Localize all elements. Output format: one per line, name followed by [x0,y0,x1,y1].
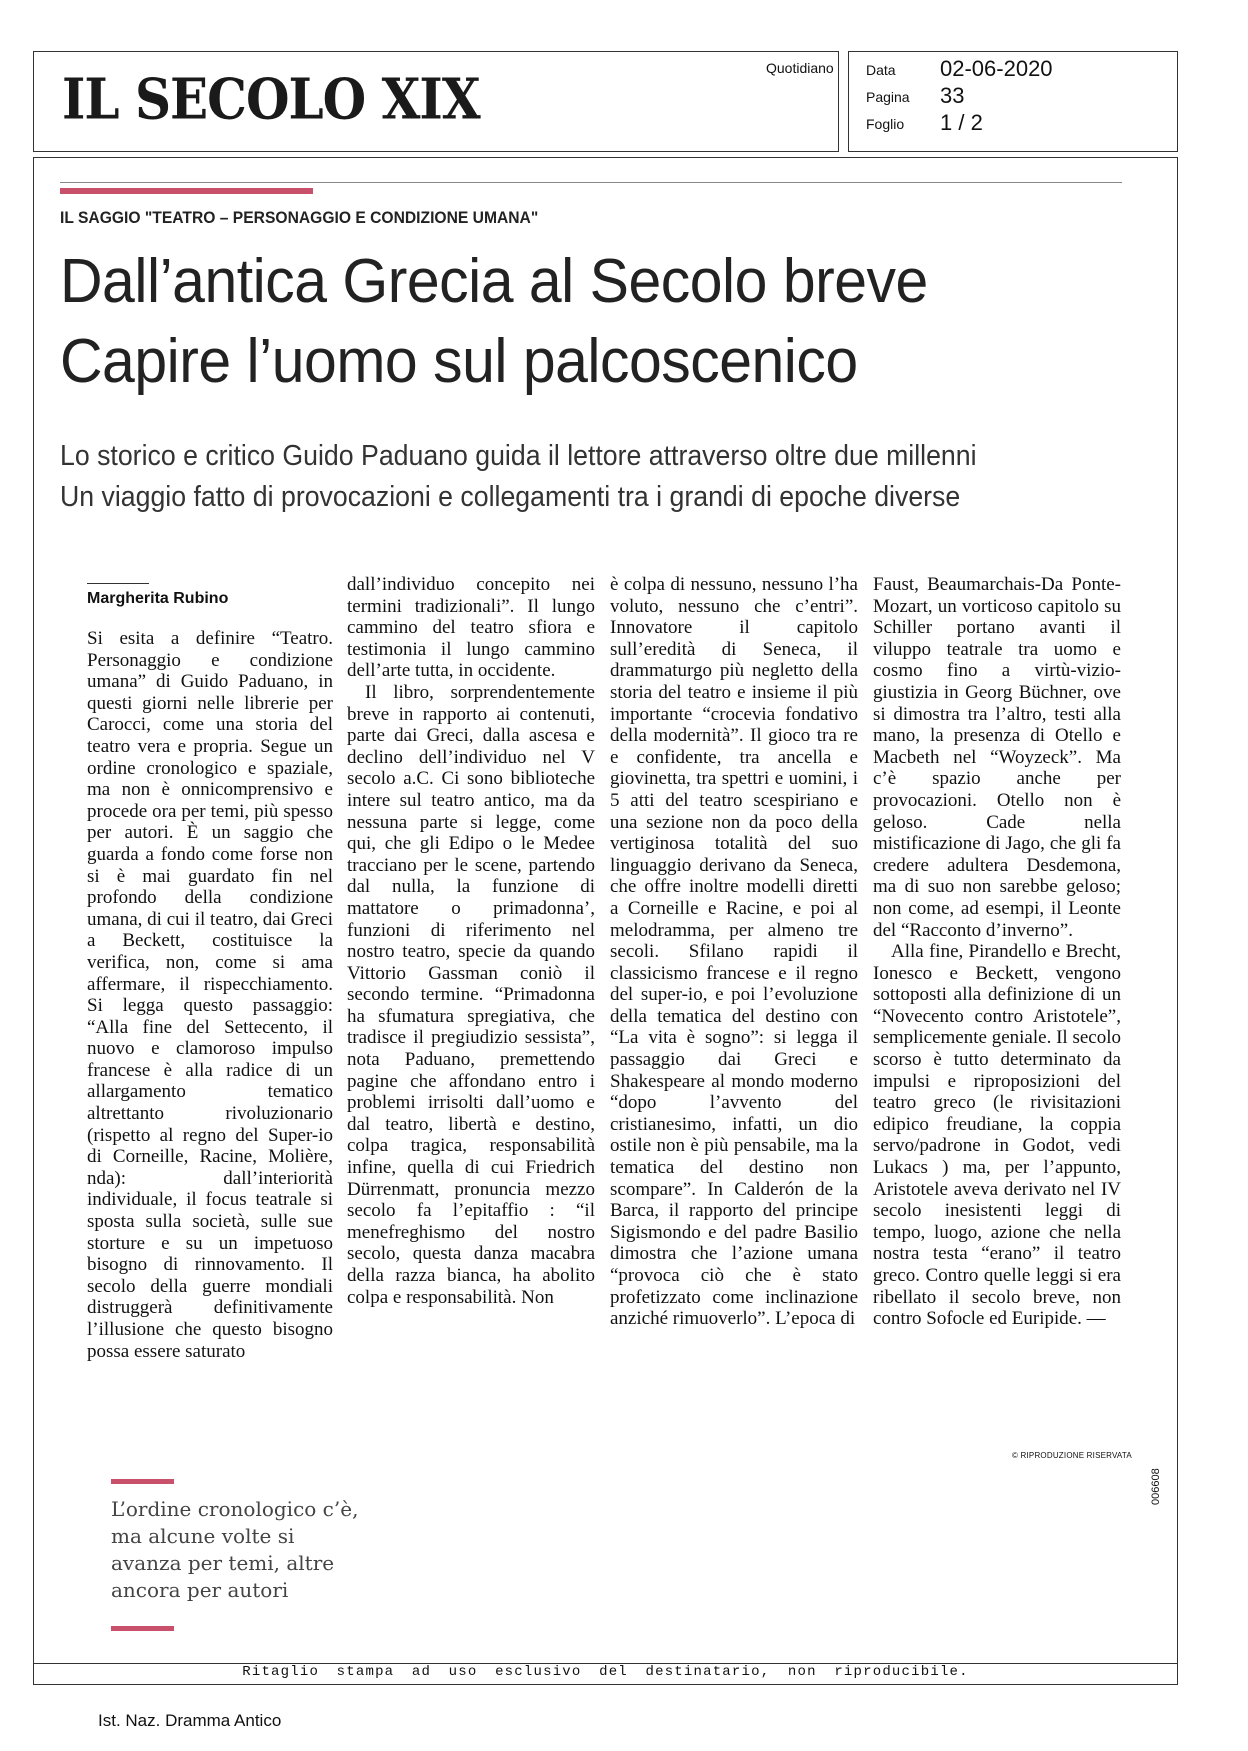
pullquote: L’ordine cronologico c’è, ma alcune volte si avanza per temi, altre ancora per autori [111,1497,359,1602]
top-rule [60,182,1122,183]
paragraph: è colpa di nessuno, nessuno l’ha voluto, nessuno che c’entri”. Innovatore il capitolo sull’eredità di Seneca, il drammaturgo più negletto della storia del teatro e insieme il più importante “crocevia fondativo della modernità”. Il gioco tra re e confidente, tra ancella e giovinetta, tra spettri e uomini, i 5 atti del teatro scespiriano e una sezione non da poco della vertiginosa totalità del suo linguaggio derivano da Seneca, che offre inoltre modelli diretti a Corneille e Racine, e poi al melodramma, per almeno tre secoli. Sfilano rapidi il classicismo francese e il regno del super-io, e poi l’evoluzione della tematica del destino con “La vita è sogno”: si legga il passaggio dai Greci e Shakespeare al mondo moderno “dopo l’avvento del cristianesimo, infatti, un dio ostile non è più pensabile, ma la tematica del destino non scompare”. In Calderón de la Barca, il rapporto del principe Sigismondo e del padre Basilio dimostra che l’azione umana “provoca ciò che è stato profetizzato come inclinazione anziché rimuoverlo”. L’epoca di [610,574,858,1330]
side-code: 006608 [1150,1468,1162,1505]
date-label: Data [866,62,896,78]
copyright-notice: © RIPRODUZIONE RISERVATA [1012,1451,1132,1460]
deck-line-2: Un viaggio fatto di provocazioni e collegamenti tra i grandi di epoche diverse [60,481,961,513]
paragraph: Il libro, sorprendentemente breve in rapporto ai contenuti, parte dai Greci, dalla ascesa e declino dell’individuo nel V secolo a.C. Ci sono biblioteche intere sul teatro antico, ma da nessuna parte si legge, come qui, che gli Edipo o le Medee tracciano per le scene, partendo dal nulla, la funzione di mattatore o primadonna’, funzioni di riferimento nel nostro teatro, specie da quando Vittorio Gassman coniò il secondo termine. “Primadonna ha sfumatura spregiativa, che tradisce il pregiudizio sessista”, nota Paduano, premettendo pagine che affondano entro i problemi irrisolti dall’uomo e dal teatro, libertà e destino, colpa tragica, responsabilità infine, quella di cui Friedrich Dürrenmatt, pronuncia mezzo secolo fa l’epitaffio : “il menefreghismo del nostro secolo, questa danza macabra della razza bianca, ha abolito colpa e responsabilità. Non [347,681,595,1308]
paragraph: Alla fine, Pirandello e Brecht, Ionesco e Beckett, vengono sottoposti alla definizione di un “Novecento contro Aristotele”, semplicemente geniale. Il secolo scorso è tutto determinato da impulsi e riproposizioni del teatro greco (le rivisitazioni edipico freudiane, la coppia servo/padrone in Godot, vedi Lukacs ) ma, per l’appunto, Aristotele aveva derivato nel IV secolo inesistenti leggi di tempo, luogo, azione che nella nostra testa “erano” il teatro greco. Contro quelle leggi si era ribellato il secolo breve, non contro Sofocle ed Euripide. — [873,941,1121,1330]
institute-label: Ist. Naz. Dramma Antico [98,1711,282,1730]
article-kicker: IL SAGGIO "TEATRO – PERSONAGGIO E CONDIZIONE UMANA" [60,208,539,227]
body-column-3 [610,574,858,1330]
pullquote-rule-top [111,1479,174,1484]
footer-notice: Ritaglio stampa ad uso esclusivo del destinatario, non riproducibile. [242,1664,969,1680]
byline-rule [87,583,149,584]
byline: Margherita Rubino [87,590,229,607]
body-column-1 [87,628,333,1362]
paragraph: Si esita a definire “Teatro. Personaggio e condizione umana” di Guido Paduano, in questi giorni nelle librerie per Carocci, come una storia del teatro vera e propria. Segue un ordine cronologico e spaziale, ma non è onnicomprensivo e procede ora per temi, più spesso per autori. È un saggio che guarda a fondo come forse non si è mai guardato fin nel profondo della condizione umana, di cui il teatro, dai Greci a Beckett, costituisce la verifica, non, come si ama affermare, il rispecchiamento. Si legga questo passaggio: “Alla fine del Settecento, il nuovo e clamoroso impulso francese è alla radice di un allargamento tematico altrettanto rivoluzionario (rispetto al regno del Super-io di Corneille, Racine, Molière, nda): dall’interiorità individuale, il focus teatrale si sposta sulla società, sulle sue storture e su un impetuoso bisogno di rinnovamento. Il secolo della guerre mondiali distruggerà definitivamente l’illusione che questo bisogno possa essere saturato [87,628,333,1362]
paragraph: Faust, Beaumarchais-Da Ponte-Mozart, un vorticoso capitolo su Schiller portano avanti il viluppo teatrale tra uomo e cosmo fino a virtù-vizio-giustizia in Georg Büchner, ove si dimostra tra l’altro, testi alla mano, la presenza di Otello e Macbeth nel “Woyzeck”. Ma c’è spazio anche per provocazioni. Otello non è geloso. Cade nella mistificazione di Jago, che gli fa credere adultera Desdemona, ma di suo non sarebbe geloso; non come, ad esempi, il Leonte del “Racconto d’inverno”. [873,574,1121,941]
headline-line-1: Dall’antica Grecia al Secolo breve [60,247,928,316]
page-value: 33 [940,83,965,108]
body-column-4 [873,574,1121,1330]
sheet-label: Foglio [866,116,905,132]
headline-line-2: Capire l’uomo sul palcoscenico [60,327,858,396]
pullquote-rule-bottom [111,1626,174,1631]
page-label: Pagina [866,89,910,105]
body-column-2 [347,574,595,1308]
newspaper-masthead: IL SECOLO XIX [62,66,480,133]
date-value: 02-06-2020 [940,56,1053,81]
sheet-value: 1 / 2 [940,110,983,135]
publication-type: Quotidiano [766,60,834,76]
deck-line-1: Lo storico e critico Guido Paduano guida il lettore attraverso oltre due millenni [60,440,977,472]
paragraph: dall’individuo concepito nei termini tradizionali”. Il lungo cammino del teatro sfiora e testimonia il lungo cammino dell’arte tutta, in occidente. [347,574,595,682]
accent-rule [60,188,313,194]
